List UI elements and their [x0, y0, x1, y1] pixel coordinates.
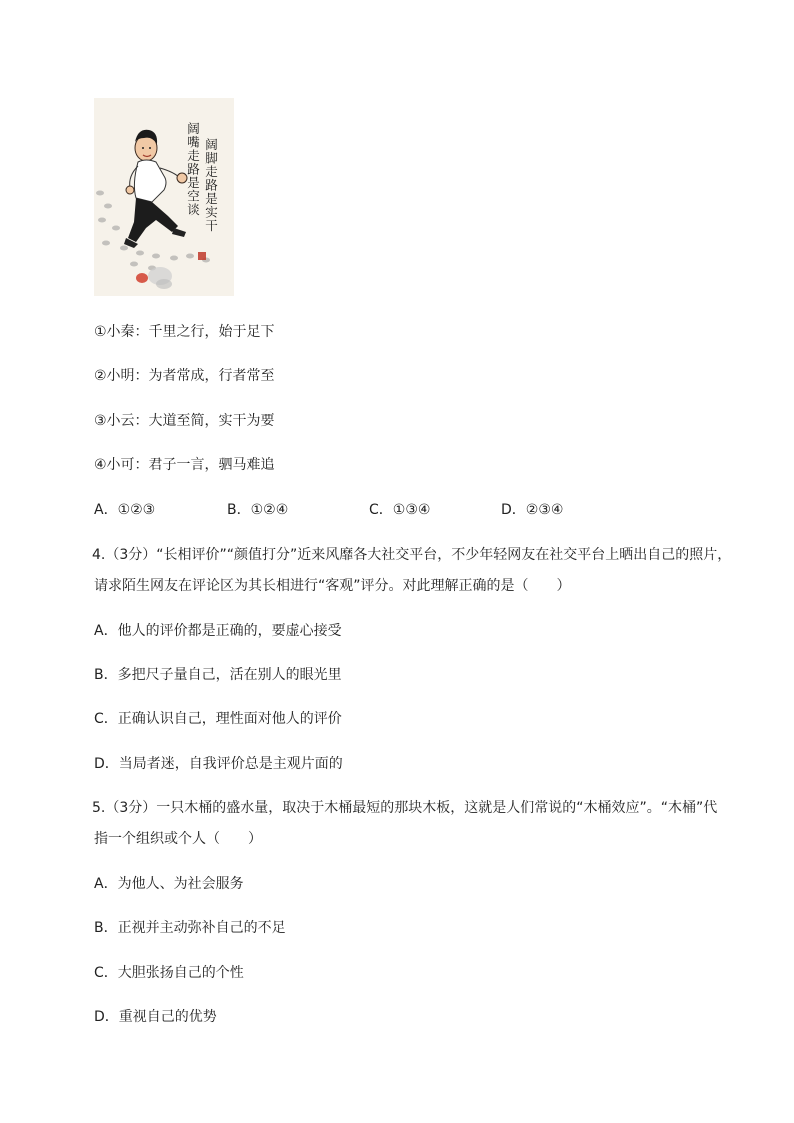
q3-option-d[interactable]: D．②③④ [501, 502, 564, 518]
q4-option-c[interactable]: C．正确认识自己，理性面对他人的评价 [94, 711, 342, 727]
q4-option-d[interactable]: D．当局者迷，自我评价总是主观片面的 [94, 756, 343, 772]
q5-stem-line2: 指一个组织或个人（ ） [94, 831, 262, 847]
q4-option-b[interactable]: B．多把尺子量自己，活在别人的眼光里 [94, 667, 342, 683]
cartoon-illustration [94, 98, 234, 296]
q3-option-c[interactable]: C．①③④ [369, 502, 431, 518]
q5-option-d[interactable]: D．重视自己的优势 [94, 1009, 217, 1025]
q3-option-b[interactable]: B．①②④ [227, 502, 289, 518]
statement-1: ①小秦：千里之行，始于足下 [94, 324, 275, 340]
q4-option-a[interactable]: A．他人的评价都是正确的，要虚心接受 [94, 623, 342, 639]
q4-stem-line1: 4.（3分）“长相评价”“颜值打分”近来风靡各大社交平台，不少年轻网友在社交平台上晒出自己的照片， [92, 547, 732, 563]
q5-stem-line1: 5.（3分）一只木桶的盛水量，取决于木桶最短的那块木板，这就是人们常说的“木桶效应”。“木桶”代 [92, 800, 718, 816]
q5-option-c[interactable]: C．大胆张扬自己的个性 [94, 965, 244, 981]
q3-options [94, 500, 614, 520]
statement-4: ④小可：君子一言，驷马难追 [94, 457, 275, 473]
statement-2: ②小明：为者常成，行者常至 [94, 368, 275, 384]
statement-3: ③小云：大道至简，实干为要 [94, 413, 275, 429]
q5-option-b[interactable]: B．正视并主动弥补自己的不足 [94, 920, 286, 936]
q4-stem-line2: 请求陌生网友在评论区为其长相进行“客观”评分。对此理解正确的是（ ） [94, 578, 571, 594]
caption-left-text: 阔嘴走路是空谈 [185, 122, 201, 217]
q5-option-a[interactable]: A．为他人、为社会服务 [94, 876, 244, 892]
caption-right-text: 阔脚走路是实干 [203, 138, 219, 233]
q3-option-a[interactable]: A．①②③ [94, 502, 156, 518]
